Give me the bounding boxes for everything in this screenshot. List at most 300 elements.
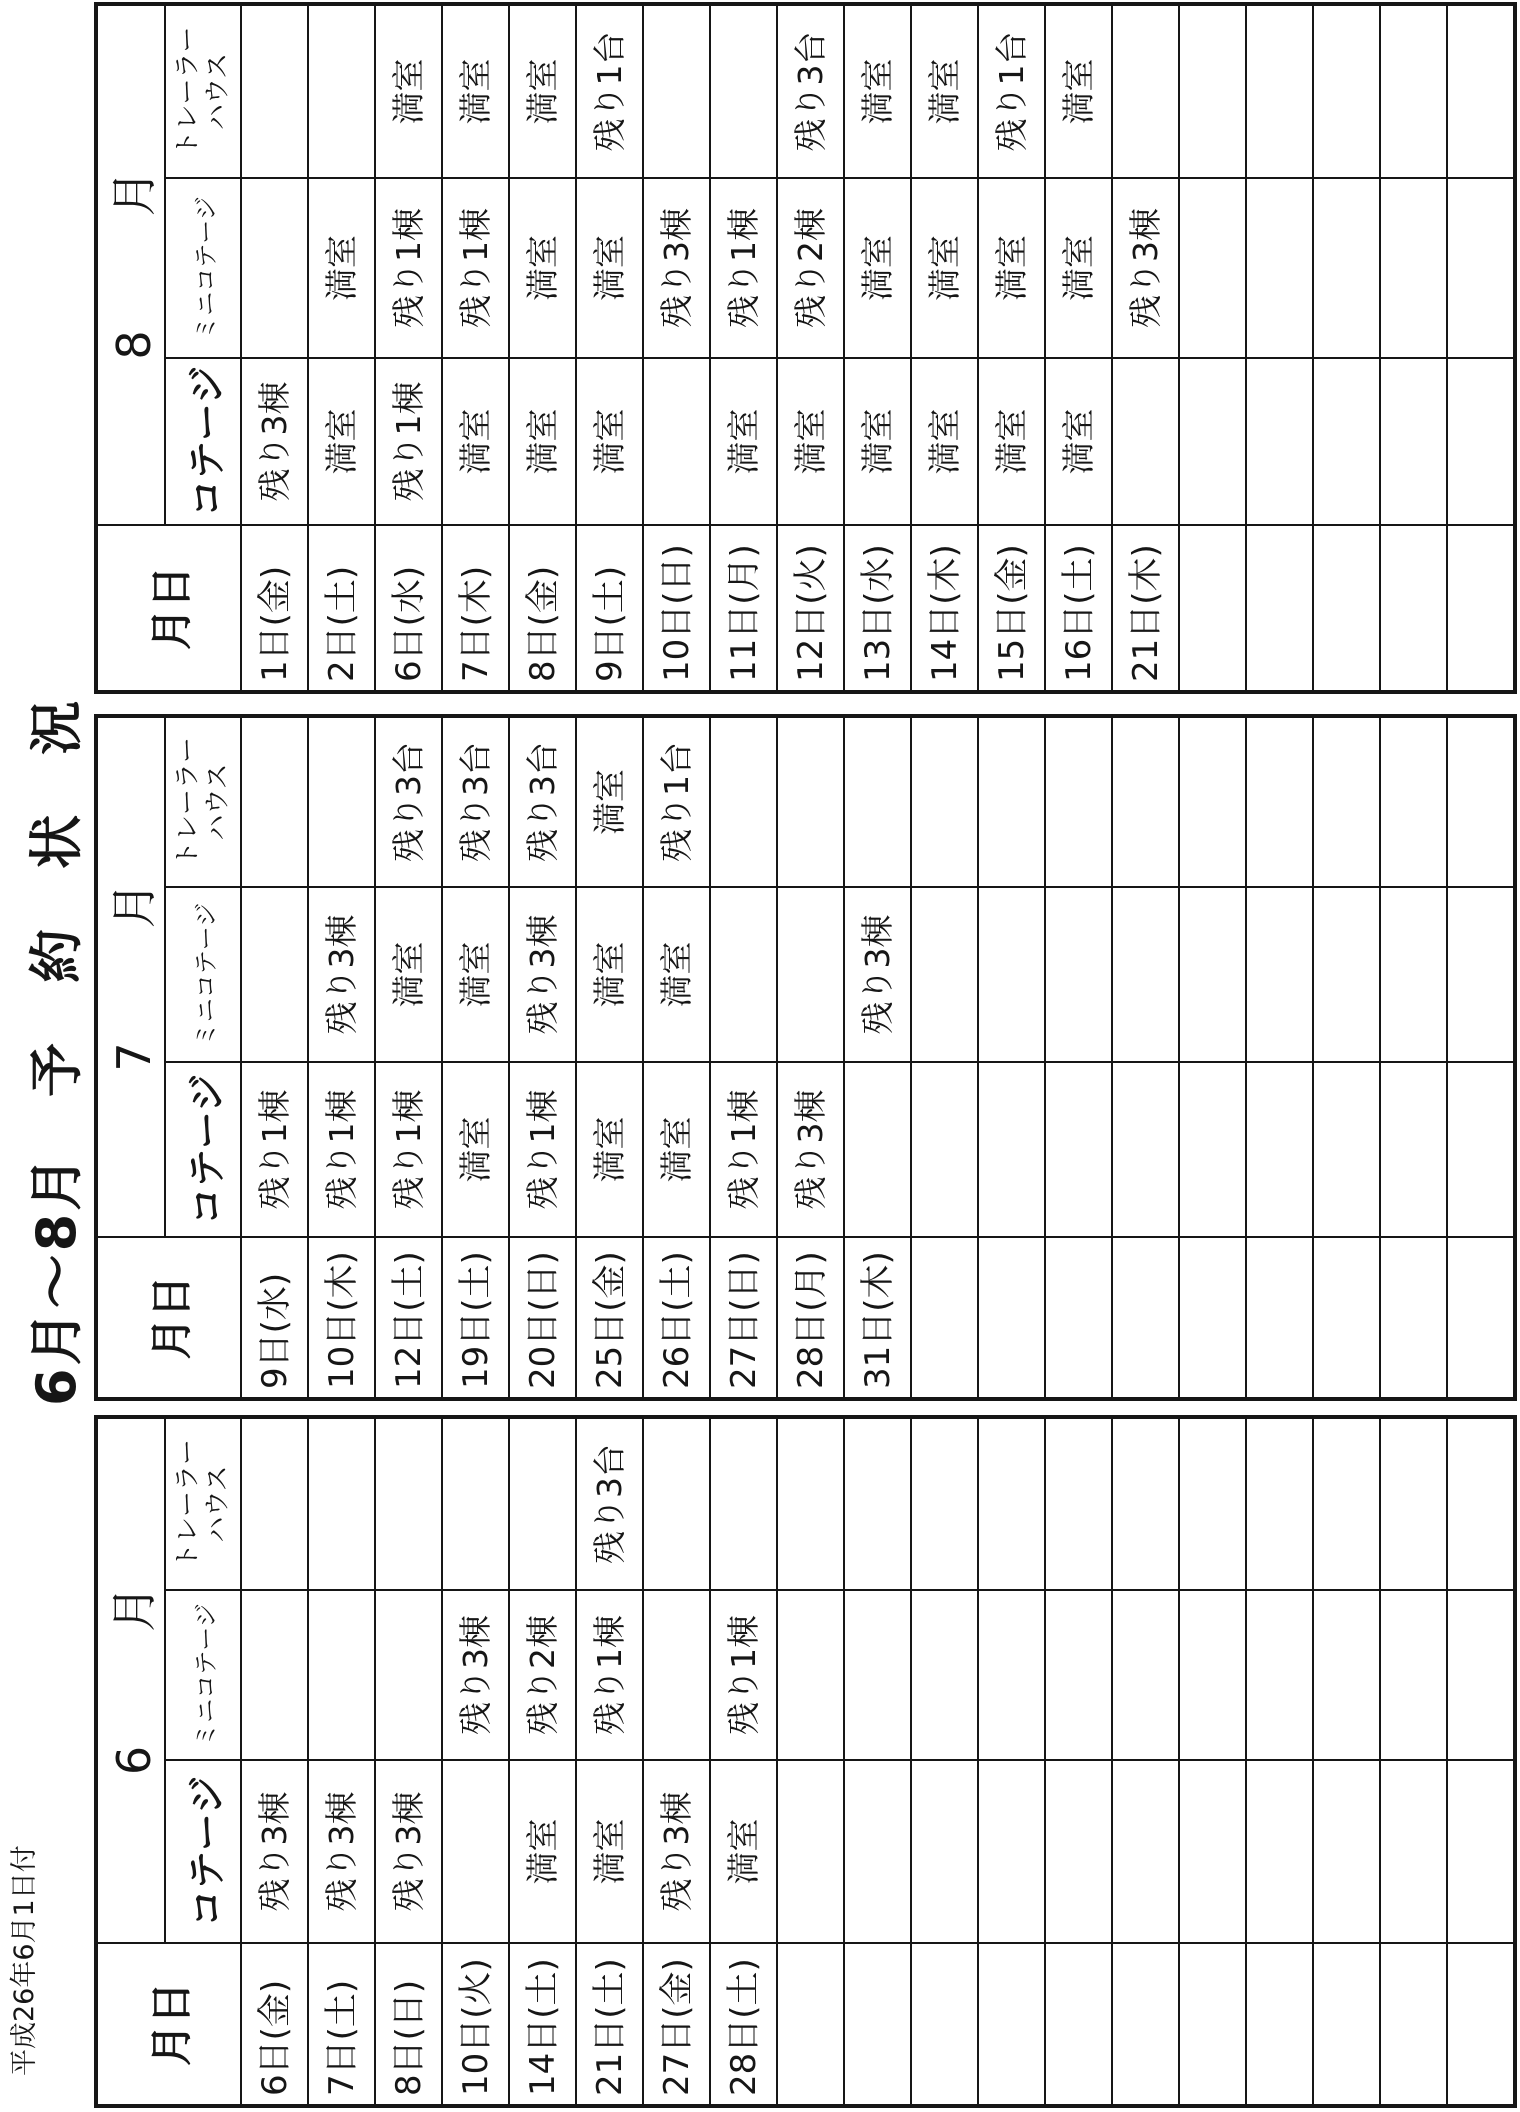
mini-cottage-cell [1447,178,1515,358]
month-label: 6 月 [96,1417,165,1943]
cottage-cell: 残り3棟 [308,1760,375,1943]
mini-cottage-cell [1112,1590,1179,1760]
mini-cottage-cell: 残り1棟 [576,1590,643,1760]
date-cell: 10日(木) [308,1237,375,1399]
trailer-header-line-2: ハウス [203,1465,233,1543]
cottage-cell: 満室 [576,1062,643,1237]
date-cell: 28日(月) [777,1237,844,1399]
table-row [777,716,844,1399]
trailer-header-line-2: ハウス [203,52,233,131]
mini-cottage-cell [1246,1590,1313,1760]
table-row [1112,4,1179,692]
date-cell: 7日(木) [442,525,509,692]
cottage-cell: 満室 [442,1062,509,1237]
mini-cottage-cell [911,887,978,1062]
trailer-house-cell: 残り1台 [576,4,643,178]
cottage-column-header: コテージ [165,358,241,525]
cottage-cell [777,1760,844,1943]
trailer-house-cell: 満室 [844,4,911,178]
blank-table-row [1380,716,1447,1399]
mini-cottage-cell: 満室 [643,887,710,1062]
blank-table-row [1179,716,1246,1399]
date-cell [911,1237,978,1399]
cottage-cell [978,1062,1045,1237]
mini-cottage-column-header: ミニコテージ [165,178,241,358]
month-table-july [94,714,1517,1401]
month-label: 8 月 [96,4,165,525]
header-row-month [96,1417,165,2106]
cottage-cell: 残り3棟 [241,1760,308,1943]
blank-table-row [1179,1417,1246,2106]
cottage-cell [1313,1062,1380,1237]
date-cell [777,1943,844,2106]
date-cell [1313,1943,1380,2106]
table-row [442,716,509,1399]
date-cell [911,1943,978,2106]
date-cell: 10日(日) [643,525,710,692]
trailer-house-cell: 残り1台 [978,4,1045,178]
table-row [710,716,777,1399]
date-cell: 12日(火) [777,525,844,692]
cottage-cell: 満室 [1045,358,1112,525]
trailer-house-cell [1045,716,1112,887]
date-cell: 16日(土) [1045,525,1112,692]
mini-cottage-cell [1313,178,1380,358]
mini-cottage-cell [911,1590,978,1760]
mini-cottage-cell: 残り2棟 [777,178,844,358]
mini-cottage-cell [1179,1590,1246,1760]
date-cell: 26日(土) [643,1237,710,1399]
mini-cottage-cell [777,887,844,1062]
blank-table-row [1246,716,1313,1399]
trailer-house-cell [710,716,777,887]
cottage-cell [844,1062,911,1237]
mini-cottage-cell [643,1590,710,1760]
mini-cottage-cell: 満室 [509,178,576,358]
mini-cottage-cell [241,1590,308,1760]
table-row [241,1417,308,2106]
trailer-header-line-1: トレーラー [173,26,203,157]
table-row [576,716,643,1399]
table-row [509,4,576,692]
date-cell [1045,1237,1112,1399]
trailer-house-cell: 残り3台 [509,716,576,887]
table-row [308,4,375,692]
mini-cottage-column-header: ミニコテージ [165,887,241,1062]
page-title: 6月〜8月 予 約 状 況 [25,697,88,1406]
blank-table-row [844,1417,911,2106]
date-cell [1112,1943,1179,2106]
blank-table-row [1313,1417,1380,2106]
mini-cottage-cell [844,1590,911,1760]
trailer-house-cell [1313,716,1380,887]
mini-cottage-cell [1313,1590,1380,1760]
table-row [442,4,509,692]
mini-cottage-cell [777,1590,844,1760]
trailer-house-cell [978,716,1045,887]
trailer-house-cell [1313,4,1380,178]
mini-cottage-cell [1179,887,1246,1062]
mini-cottage-cell [1313,887,1380,1062]
mini-cottage-cell: 残り3棟 [442,1590,509,1760]
date-cell: 15日(金) [978,525,1045,692]
blank-table-row [1179,4,1246,692]
trailer-house-cell: 残り1台 [643,716,710,887]
date-cell: 8日(金) [509,525,576,692]
table-row [509,716,576,1399]
cottage-cell: 満室 [308,358,375,525]
month-table-body [241,1417,1515,2106]
cottage-cell [1045,1062,1112,1237]
date-cell: 13日(水) [844,525,911,692]
trailer-house-column-header [165,1417,241,1590]
mini-cottage-column-header: ミニコテージ [165,1590,241,1760]
trailer-house-cell [308,716,375,887]
cottage-cell [978,1760,1045,1943]
cottage-cell: 満室 [710,1760,777,1943]
date-cell [978,1237,1045,1399]
trailer-house-cell: 満室 [911,4,978,178]
date-cell [1447,1237,1515,1399]
date-column-header: 月日 [96,1237,241,1399]
cottage-cell: 満室 [844,358,911,525]
cottage-cell [1447,1760,1515,1943]
table-row [375,4,442,692]
mini-cottage-cell [1246,887,1313,1062]
date-cell: 14日(土) [509,1943,576,2106]
trailer-house-cell [643,1417,710,1590]
trailer-house-cell [241,716,308,887]
mini-cottage-cell [1447,887,1515,1062]
date-cell [1380,1237,1447,1399]
cottage-cell: 残り1棟 [241,1062,308,1237]
date-cell [1179,1237,1246,1399]
mini-cottage-cell: 残り3棟 [1112,178,1179,358]
cottage-cell [844,1760,911,1943]
cottage-cell [1313,358,1380,525]
cottage-cell [1179,358,1246,525]
mini-cottage-cell: 残り3棟 [509,887,576,1062]
mini-cottage-cell: 満室 [844,178,911,358]
date-cell: 27日(金) [643,1943,710,2106]
date-cell: 20日(日) [509,1237,576,1399]
mini-cottage-cell [375,1590,442,1760]
trailer-house-cell [1447,1417,1515,1590]
mini-cottage-cell: 残り3棟 [308,887,375,1062]
mini-cottage-cell [710,887,777,1062]
cottage-cell: 残り1棟 [509,1062,576,1237]
date-cell [1045,1943,1112,2106]
mini-cottage-cell: 残り3棟 [643,178,710,358]
cottage-cell [911,1760,978,1943]
cottage-cell [911,1062,978,1237]
blank-table-row [1112,1417,1179,2106]
mini-cottage-cell: 満室 [978,178,1045,358]
cottage-cell: 残り3棟 [375,1760,442,1943]
date-cell [844,1943,911,2106]
cottage-cell [1179,1062,1246,1237]
table-row [308,1417,375,2106]
date-cell: 27日(日) [710,1237,777,1399]
trailer-house-cell [911,1417,978,1590]
blank-table-row [1246,1417,1313,2106]
blank-table-row [777,1417,844,2106]
table-row [375,716,442,1399]
mini-cottage-cell: 満室 [576,887,643,1062]
table-row [844,4,911,692]
table-row [643,1417,710,2106]
trailer-house-cell [308,1417,375,1590]
trailer-house-cell [643,4,710,178]
date-cell: 11日(月) [710,525,777,692]
trailer-house-cell [1380,716,1447,887]
date-cell: 10日(火) [442,1943,509,2106]
cottage-cell: 残り1棟 [308,1062,375,1237]
mini-cottage-cell: 満室 [375,887,442,1062]
cottage-cell: 満室 [777,358,844,525]
mini-cottage-cell: 満室 [576,178,643,358]
trailer-house-column-header [165,716,241,887]
trailer-header-line-2: ハウス [203,763,233,841]
trailer-house-cell [777,716,844,887]
cottage-cell [1112,358,1179,525]
trailer-house-cell: 残り3台 [576,1417,643,1590]
trailer-house-cell [1179,716,1246,887]
mini-cottage-cell [1380,1590,1447,1760]
mini-cottage-cell [1179,178,1246,358]
trailer-house-cell [1447,716,1515,887]
date-cell: 7日(土) [308,1943,375,2106]
trailer-house-cell [1313,1417,1380,1590]
mini-cottage-cell: 満室 [911,178,978,358]
table-row [509,1417,576,2106]
trailer-house-cell [1112,716,1179,887]
trailer-house-cell [1045,1417,1112,1590]
mini-cottage-cell: 残り1棟 [375,178,442,358]
cottage-cell: 残り3棟 [777,1062,844,1237]
date-cell: 14日(木) [911,525,978,692]
blank-table-row [978,1417,1045,2106]
date-cell: 28日(土) [710,1943,777,2106]
trailer-house-cell [710,4,777,178]
date-cell [1112,1237,1179,1399]
date-cell [1380,1943,1447,2106]
date-cell: 2日(土) [308,525,375,692]
blank-table-row [1447,4,1515,692]
cottage-cell [1246,1062,1313,1237]
trailer-house-cell [241,4,308,178]
trailer-house-cell [1246,4,1313,178]
blank-table-row [911,1417,978,2106]
blank-table-row [911,716,978,1399]
trailer-house-cell [241,1417,308,1590]
date-cell: 21日(木) [1112,525,1179,692]
cottage-cell: 残り3棟 [643,1760,710,1943]
mini-cottage-cell [1045,1590,1112,1760]
date-cell: 21日(土) [576,1943,643,2106]
table-row [241,716,308,1399]
cottage-cell: 満室 [710,358,777,525]
cottage-cell [1380,358,1447,525]
cottage-cell: 満室 [442,358,509,525]
cottage-column-header: コテージ [165,1760,241,1943]
cottage-cell [1447,1062,1515,1237]
cottage-cell [1380,1760,1447,1943]
trailer-house-cell: 満室 [375,4,442,178]
mini-cottage-cell [1380,887,1447,1062]
cottage-cell [1246,1760,1313,1943]
cottage-cell [1179,1760,1246,1943]
table-row [241,4,308,692]
trailer-house-cell [1179,1417,1246,1590]
trailer-house-cell: 残り3台 [375,716,442,887]
date-cell: 6日(水) [375,525,442,692]
mini-cottage-cell [308,1590,375,1760]
mini-cottage-cell: 満室 [308,178,375,358]
date-cell [1313,525,1380,692]
table-row [911,4,978,692]
trailer-house-cell [1179,4,1246,178]
trailer-house-cell: 満室 [576,716,643,887]
trailer-house-cell: 満室 [442,4,509,178]
cottage-cell [442,1760,509,1943]
trailer-header-line-1: トレーラー [173,736,203,867]
mini-cottage-cell [1447,1590,1515,1760]
trailer-house-cell [777,1417,844,1590]
date-cell: 1日(金) [241,525,308,692]
cottage-cell [1447,358,1515,525]
cottage-cell [1246,358,1313,525]
cottage-cell: 満室 [576,1760,643,1943]
mini-cottage-cell: 残り2棟 [509,1590,576,1760]
blank-table-row [1447,1417,1515,2106]
mini-cottage-cell [1112,887,1179,1062]
blank-table-row [1246,4,1313,692]
trailer-house-cell [375,1417,442,1590]
mini-cottage-cell [1045,887,1112,1062]
date-cell [1380,525,1447,692]
blank-table-row [1045,1417,1112,2106]
table-row [978,4,1045,692]
mini-cottage-cell: 残り1棟 [710,178,777,358]
cottage-cell: 残り1棟 [710,1062,777,1237]
date-cell [1246,1943,1313,2106]
trailer-house-cell [844,1417,911,1590]
table-row [643,716,710,1399]
cottage-cell: 満室 [576,358,643,525]
cottage-cell: 満室 [643,1062,710,1237]
trailer-house-cell [1246,716,1313,887]
date-cell [978,1943,1045,2106]
blank-table-row [1380,1417,1447,2106]
trailer-header-line-1: トレーラー [173,1438,203,1569]
mini-cottage-cell [241,887,308,1062]
mini-cottage-cell [978,887,1045,1062]
date-cell [1313,1237,1380,1399]
header-row-month [96,716,165,1399]
month-label: 7 月 [96,716,165,1237]
date-cell [1246,525,1313,692]
table-row [576,4,643,692]
blank-table-row [1447,716,1515,1399]
date-cell: 25日(金) [576,1237,643,1399]
trailer-house-cell [1380,4,1447,178]
cottage-cell: 満室 [509,1760,576,1943]
cottage-cell [643,358,710,525]
date-cell: 8日(日) [375,1943,442,2106]
mini-cottage-cell [978,1590,1045,1760]
table-row [442,1417,509,2106]
table-row [844,716,911,1399]
header-row-month [96,4,165,692]
cottage-cell: 満室 [978,358,1045,525]
trailer-house-cell [1380,1417,1447,1590]
trailer-house-cell [442,1417,509,1590]
trailer-house-cell [911,716,978,887]
date-cell [1447,525,1515,692]
date-column-header: 月日 [96,525,241,692]
date-cell [1179,1943,1246,2106]
date-cell: 19日(土) [442,1237,509,1399]
blank-table-row [1112,716,1179,1399]
mini-cottage-cell: 残り3棟 [844,887,911,1062]
date-cell: 9日(水) [241,1237,308,1399]
blank-table-row [1313,716,1380,1399]
trailer-house-cell [308,4,375,178]
month-table-june [94,1415,1517,2108]
table-row [643,4,710,692]
cottage-cell [1380,1062,1447,1237]
table-row [710,4,777,692]
cottage-cell: 残り1棟 [375,1062,442,1237]
month-table-body [241,4,1515,692]
trailer-house-cell [1447,4,1515,178]
date-cell: 12日(土) [375,1237,442,1399]
mini-cottage-cell: 残り1棟 [710,1590,777,1760]
cottage-cell: 残り1棟 [375,358,442,525]
mini-cottage-cell: 満室 [442,887,509,1062]
mini-cottage-cell [1380,178,1447,358]
trailer-house-cell [1112,1417,1179,1590]
trailer-house-cell: 満室 [509,4,576,178]
date-column-header: 月日 [96,1943,241,2106]
month-table-august [94,2,1517,694]
cottage-cell: 満室 [911,358,978,525]
trailer-house-column-header [165,4,241,178]
trailer-house-cell: 残り3台 [777,4,844,178]
date-cell [1246,1237,1313,1399]
trailer-house-cell [509,1417,576,1590]
cottage-cell: 残り3棟 [241,358,308,525]
date-cell [1179,525,1246,692]
table-row [375,1417,442,2106]
trailer-house-cell [710,1417,777,1590]
table-row [777,4,844,692]
blank-table-row [1045,716,1112,1399]
cottage-cell [1313,1760,1380,1943]
trailer-house-cell [978,1417,1045,1590]
date-cell: 9日(土) [576,525,643,692]
table-row [1045,4,1112,692]
trailer-house-cell: 残り3台 [442,716,509,887]
trailer-house-cell [844,716,911,887]
trailer-house-cell [1246,1417,1313,1590]
blank-table-row [1380,4,1447,692]
cottage-cell [1112,1760,1179,1943]
mini-cottage-cell: 残り1棟 [442,178,509,358]
month-table-body [241,716,1515,1399]
date-cell [1447,1943,1515,2106]
